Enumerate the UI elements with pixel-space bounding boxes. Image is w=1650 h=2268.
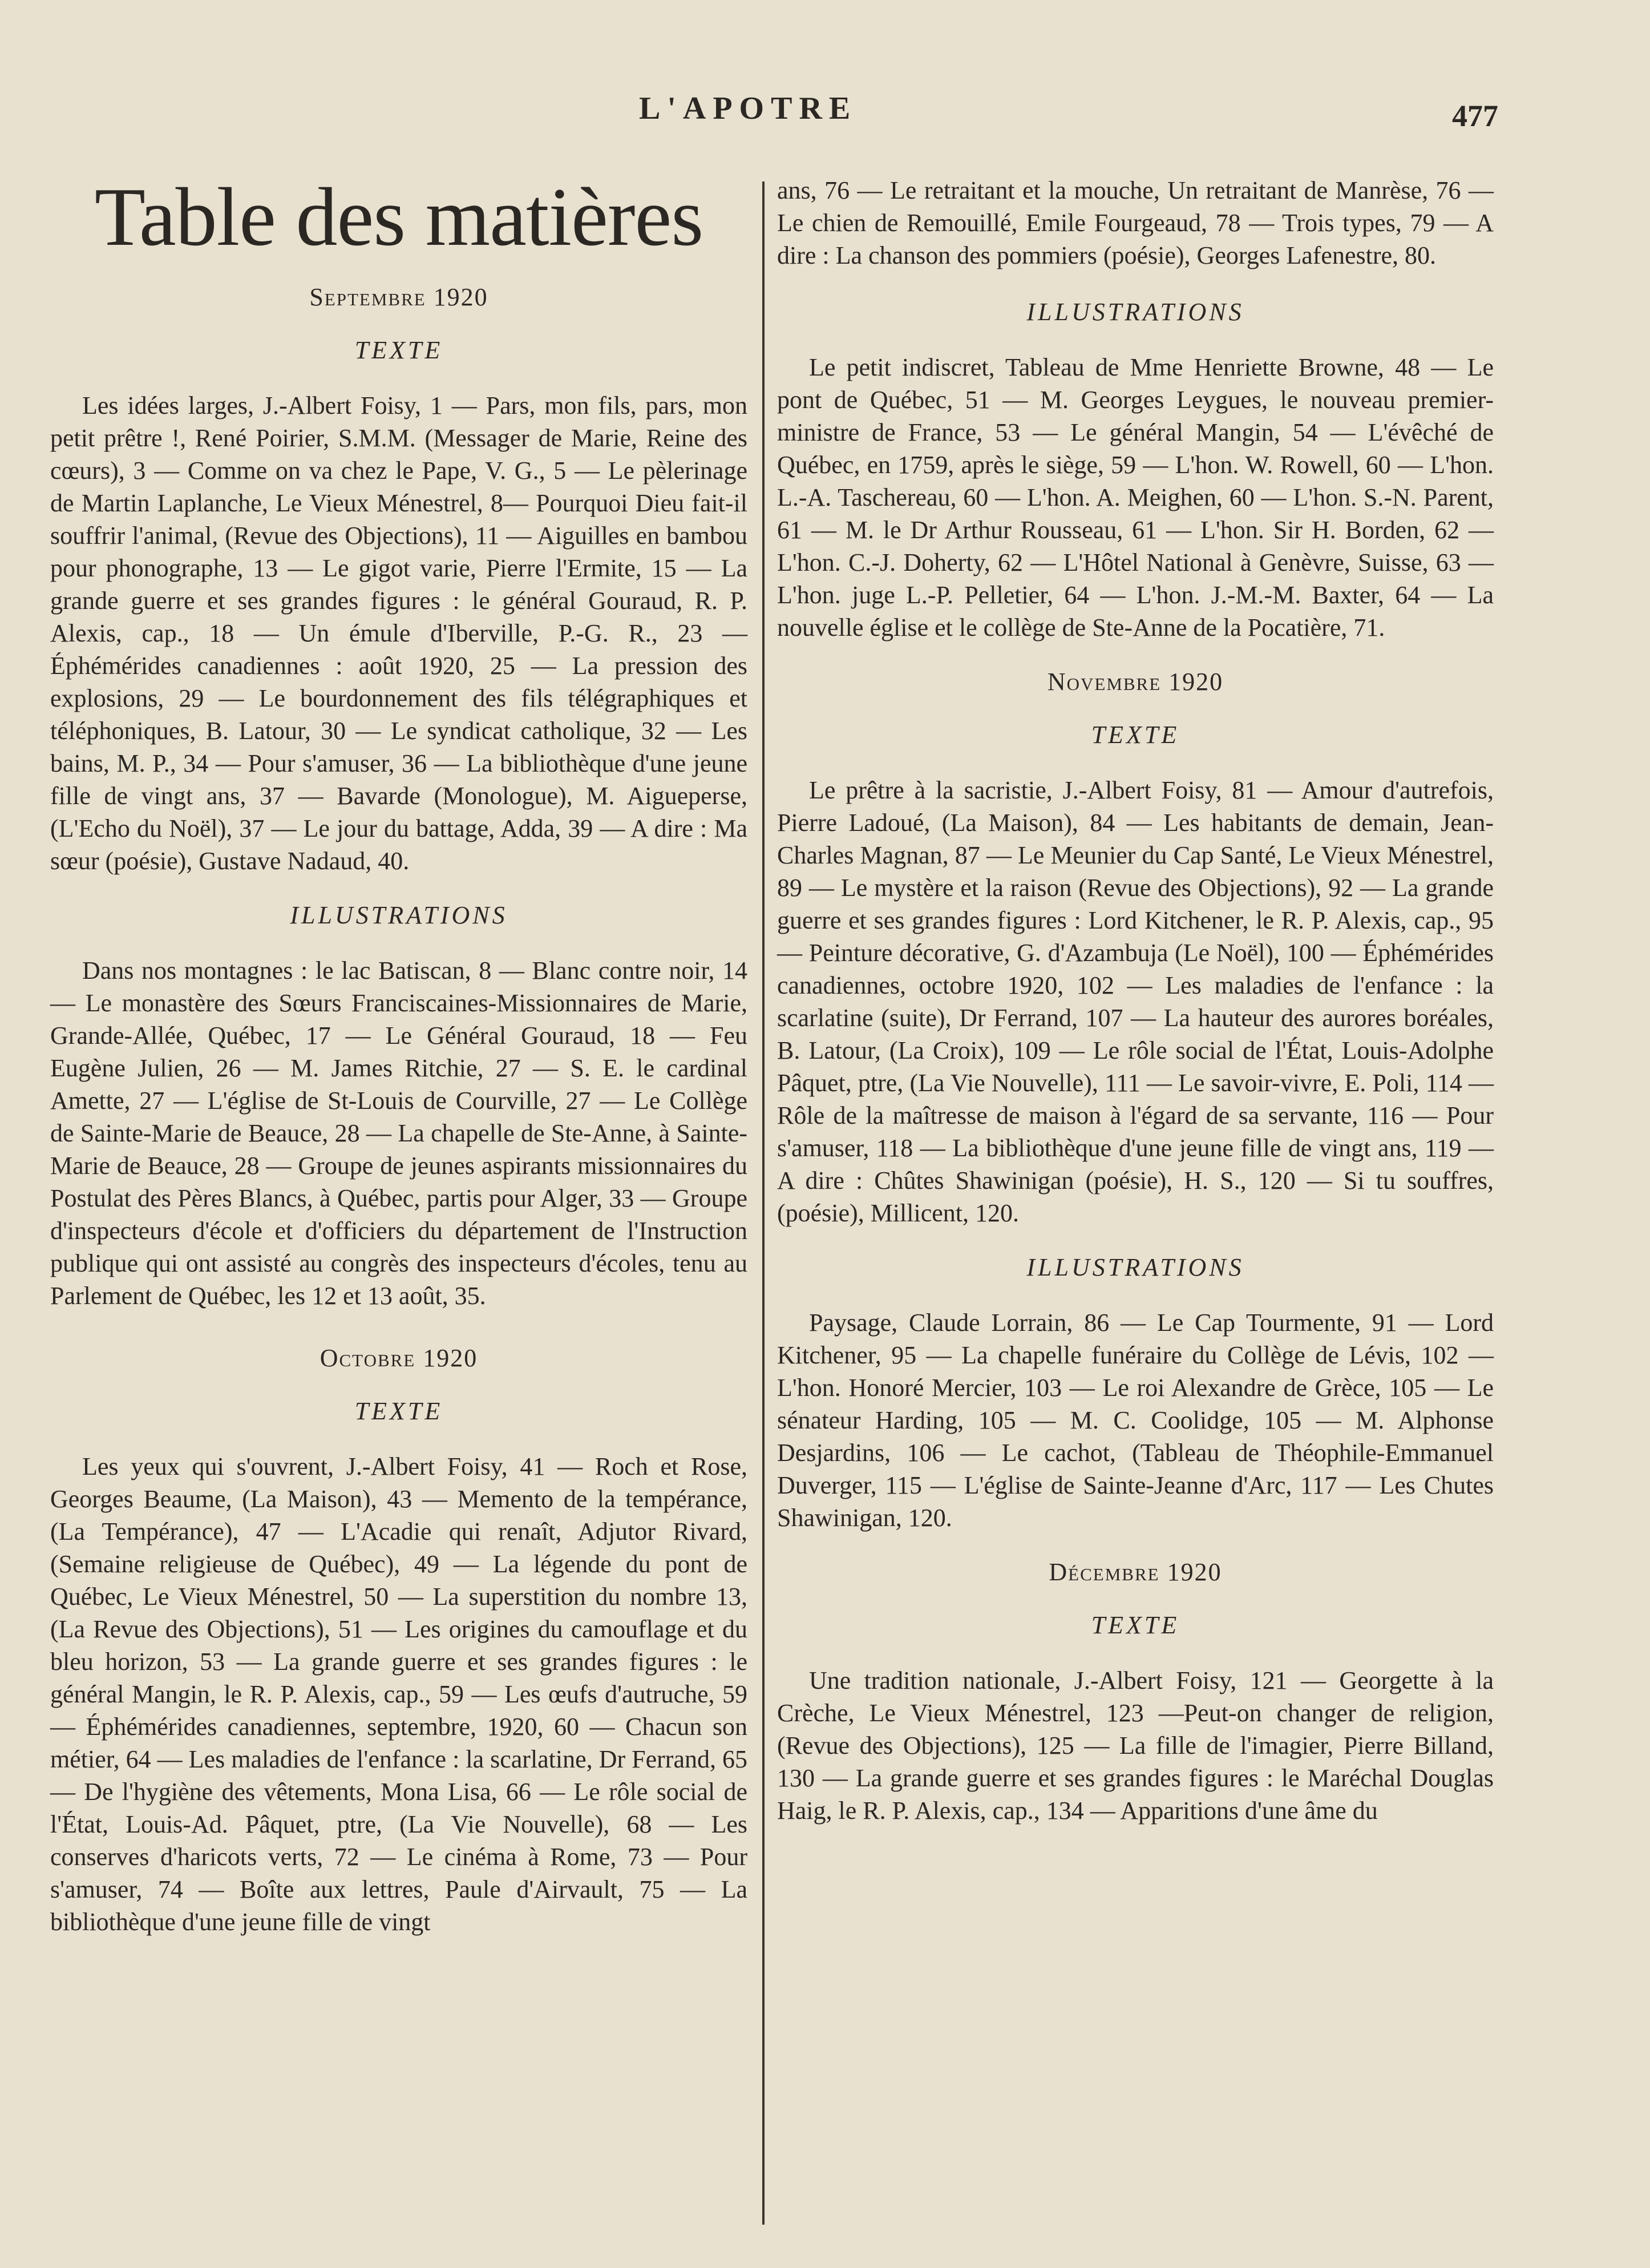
running-head: L'APOTRE (639, 91, 858, 126)
section-heading-illustrations: ILLUSTRATIONS (290, 901, 508, 929)
novembre-texte-entries: Le prêtre à la sacristie, J.-Albert Foisy, 81 — Amour d'autrefois, Pierre Ladoué, (La Maison), 84 — Les habitants de demain, Jean-Charles Magnan, 87 — Le Meunier du Cap Santé, Le Vieux Ménestrel, 89 — Le mystère et la raison (Revue des Objections), 92 — La grande guerre et ses grandes figures : Lord Kitchener, le R. P. Alexis, cap., 95 — Peinture décorative, G. d'Azambuja (Le Noël), 100 — Éphémérides canadiennes, octobre 1920, 102 — Les maladies de l'enfance : la scarlatine (suite), Dr Ferrand, 107 — La hauteur des aurores boréales, B. Latour, (La Croix), 109 — Le rôle social de l'État, Louis-Adolphe Pâquet, ptre, (La Vie Nouvelle), 111 — Le savoir-vivre, E. Poli, 114 — Rôle de la maîtresse de maison à l'égard de sa servante, 116 — Pour s'amuser, 118 — La bibliothèque d'une jeune fille de vingt ans, 119 — A dire : Chûtes Shawinigan (poésie), H. S., 120 — Si tu souffres, (poésie), Millicent, 120. (777, 776, 1494, 1227)
section-heading-illustrations: ILLUSTRATIONS (1026, 298, 1244, 326)
section-heading-illustrations: ILLUSTRATIONS (1026, 1253, 1244, 1281)
left-column (50, 171, 747, 1938)
octobre-texte-entries: Les yeux qui s'ouvrent, J.-Albert Foisy, 41 — Roch et Rose, Georges Beaume, (La Maison), 43 — Memento de la tempérance, (La Tempérance), 47 — L'Acadie qui renaît, Adjutor Rivard, (Semaine religieuse de Québec), 49 — La légende du pont de Québec, Le Vieux Ménestrel, 50 — La superstition du nombre 13, (La Revue des Objections), 51 — Les origines du camouflage et du bleu horizon, 53 — La grande guerre et ses grandes figures : le général Mangin, le R. P. Alexis, cap., 59 — Les œufs d'autruche, 59 — Éphémérides canadiennes, septembre, 1920, 60 — Chacun son métier, 64 — Les maladies de l'enfance : la scarlatine, Dr Ferrand, 65 — De l'hygiène des vêtements, Mona Lisa, 66 — Le rôle social de l'État, Louis-Ad. Pâquet, ptre, (La Vie Nouvelle), 68 — Les conserves d'haricots verts, 72 — Le cinéma à Rome, 73 — Pour s'amuser, 74 — Boîte aux lettres, Paule d'Airvault, 75 — La bibliothèque d'une jeune fille de vingt (50, 1452, 747, 1936)
month-heading-septembre: Septembre 1920 (309, 283, 488, 311)
decembre-texte-entries: Une tradition nationale, J.-Albert Foisy, 121 — Georgette à la Crèche, Le Vieux Ménestrel, 123 —Peut-on changer de religion, (Revue des Objections), 125 — La fille de l'imagier, Pierre Billand, 130 — La grande guerre et ses grandes figures : le Maréchal Douglas Haig, le R. P. Alexis, cap., 134 — Apparitions d'une âme du (777, 1666, 1494, 1825)
section-heading-texte: TEXTE (1091, 1611, 1180, 1639)
section-heading-texte: TEXTE (354, 1397, 443, 1425)
section-heading-texte: TEXTE (354, 336, 443, 364)
right-column (777, 174, 1494, 1827)
septembre-texte-entries: Les idées larges, J.-Albert Foisy, 1 — Pars, mon fils, pars, mon petit prêtre !, René Poirier, S.M.M. (Messager de Marie, Reine des cœurs), 3 — Comme on va chez le Pape, V. G., 5 — Le pèlerinage de Martin Laplanche, Le Vieux Ménestrel, 8— Pourquoi Dieu fait-il souffrir l'animal, (Revue des Objections), 11 — Aiguilles en bambou pour phonographe, 13 — Le gigot varie, Pierre l'Ermite, 15 — La grande guerre et ses grandes figures : le général Gouraud, R. P. Alexis, cap., 18 — Un émule d'Iberville, P.-G. R., 23 — Éphémérides canadiennes : août 1920, 25 — La pression des explosions, 29 — Le bourdonnement des fils télégraphiques et téléphoniques, B. Latour, 30 — Le syndicat catholique, 32 — Les bains, M. P., 34 — Pour s'amuser, 36 — La bibliothèque d'une jeune fille de vingt ans, 37 — Bavarde (Monologue), M. Aigueperse, (L'Echo du Noël), 37 — Le jour du battage, Adda, 39 — A dire : Ma sœur (poésie), Gustave Nadaud, 40. (50, 392, 747, 875)
novembre-illustrations-entries: Paysage, Claude Lorrain, 86 — Le Cap Tourmente, 91 — Lord Kitchener, 95 — La chapelle funéraire du Collège de Lévis, 102 — L'hon. Honoré Mercier, 103 — Le roi Alexandre de Grèce, 105 — Le sénateur Harding, 105 — M. C. Coolidge, 105 — M. Alphonse Desjardins, 106 — Le cachot, (Tableau de Théophile-Emmanuel Duverger, 115 — L'église de Sainte-Jeanne d'Arc, 117 — Les Chutes Shawinigan, 120. (777, 1309, 1494, 1532)
section-heading-texte: TEXTE (1091, 721, 1180, 749)
octobre-texte-continuation: ans, 76 — Le retraitant et la mouche, Un retraitant de Manrèse, 76 — Le chien de Remouillé, Emile Fourgeaud, 78 — Trois types, 79 — A dire : La chanson des pommiers (poésie), Georges Lafenestre, 80. (777, 176, 1494, 269)
month-heading-octobre: Octobre 1920 (320, 1344, 478, 1372)
septembre-illustrations-entries: Dans nos montagnes : le lac Batiscan, 8 — Blanc contre noir, 14 — Le monastère des Sœurs Franciscaines-Missionnaires de Marie, Grande-Allée, Québec, 17 — Le Général Gouraud, 18 — Feu Eugène Julien, 26 — M. James Ritchie, 27 — S. E. le cardinal Amette, 27 — L'église de St-Louis de Courville, 27 — Le Collège de Sainte-Marie de Beauce, 28 — La chapelle de Ste-Anne, à Sainte-Marie de Beauce, 28 — Groupe de jeunes aspirants missionnaires du Postulat des Pères Blancs, à Québec, partis pour Alger, 33 — Groupe d'inspecteurs d'école et d'officiers du département de l'Instruction publique qui ont assisté au congrès des inspecteurs d'écoles, tenu au Parlement de Québec, les 12 et 13 août, 35. (50, 957, 747, 1310)
column-rule (762, 181, 765, 2225)
page-title: Table des matières (94, 171, 703, 263)
month-heading-novembre: Novembre 1920 (1047, 668, 1224, 696)
page-number: 477 (1452, 99, 1498, 133)
octobre-illustrations-entries: Le petit indiscret, Tableau de Mme Henriette Browne, 48 — Le pont de Québec, 51 — M. Georges Leygues, le nouveau premier-ministre de France, 53 — Le général Mangin, 54 — L'évêché de Québec, en 1759, après le siège, 59 — L'hon. W. Rowell, 60 — L'hon. L.-A. Taschereau, 60 — L'hon. A. Meighen, 60 — L'hon. S.-N. Parent, 61 — M. le Dr Arthur Rousseau, 61 — L'hon. Sir H. Borden, 62 — L'hon. C.-J. Doherty, 62 — L'Hôtel National à Genèvre, Suisse, 63 — L'hon. juge L.-P. Pelletier, 64 — L'hon. J.-M.-M. Baxter, 64 — La nouvelle église et le collège de Ste-Anne de la Pocatière, 71. (777, 353, 1494, 641)
month-heading-decembre: Décembre 1920 (1049, 1558, 1222, 1586)
